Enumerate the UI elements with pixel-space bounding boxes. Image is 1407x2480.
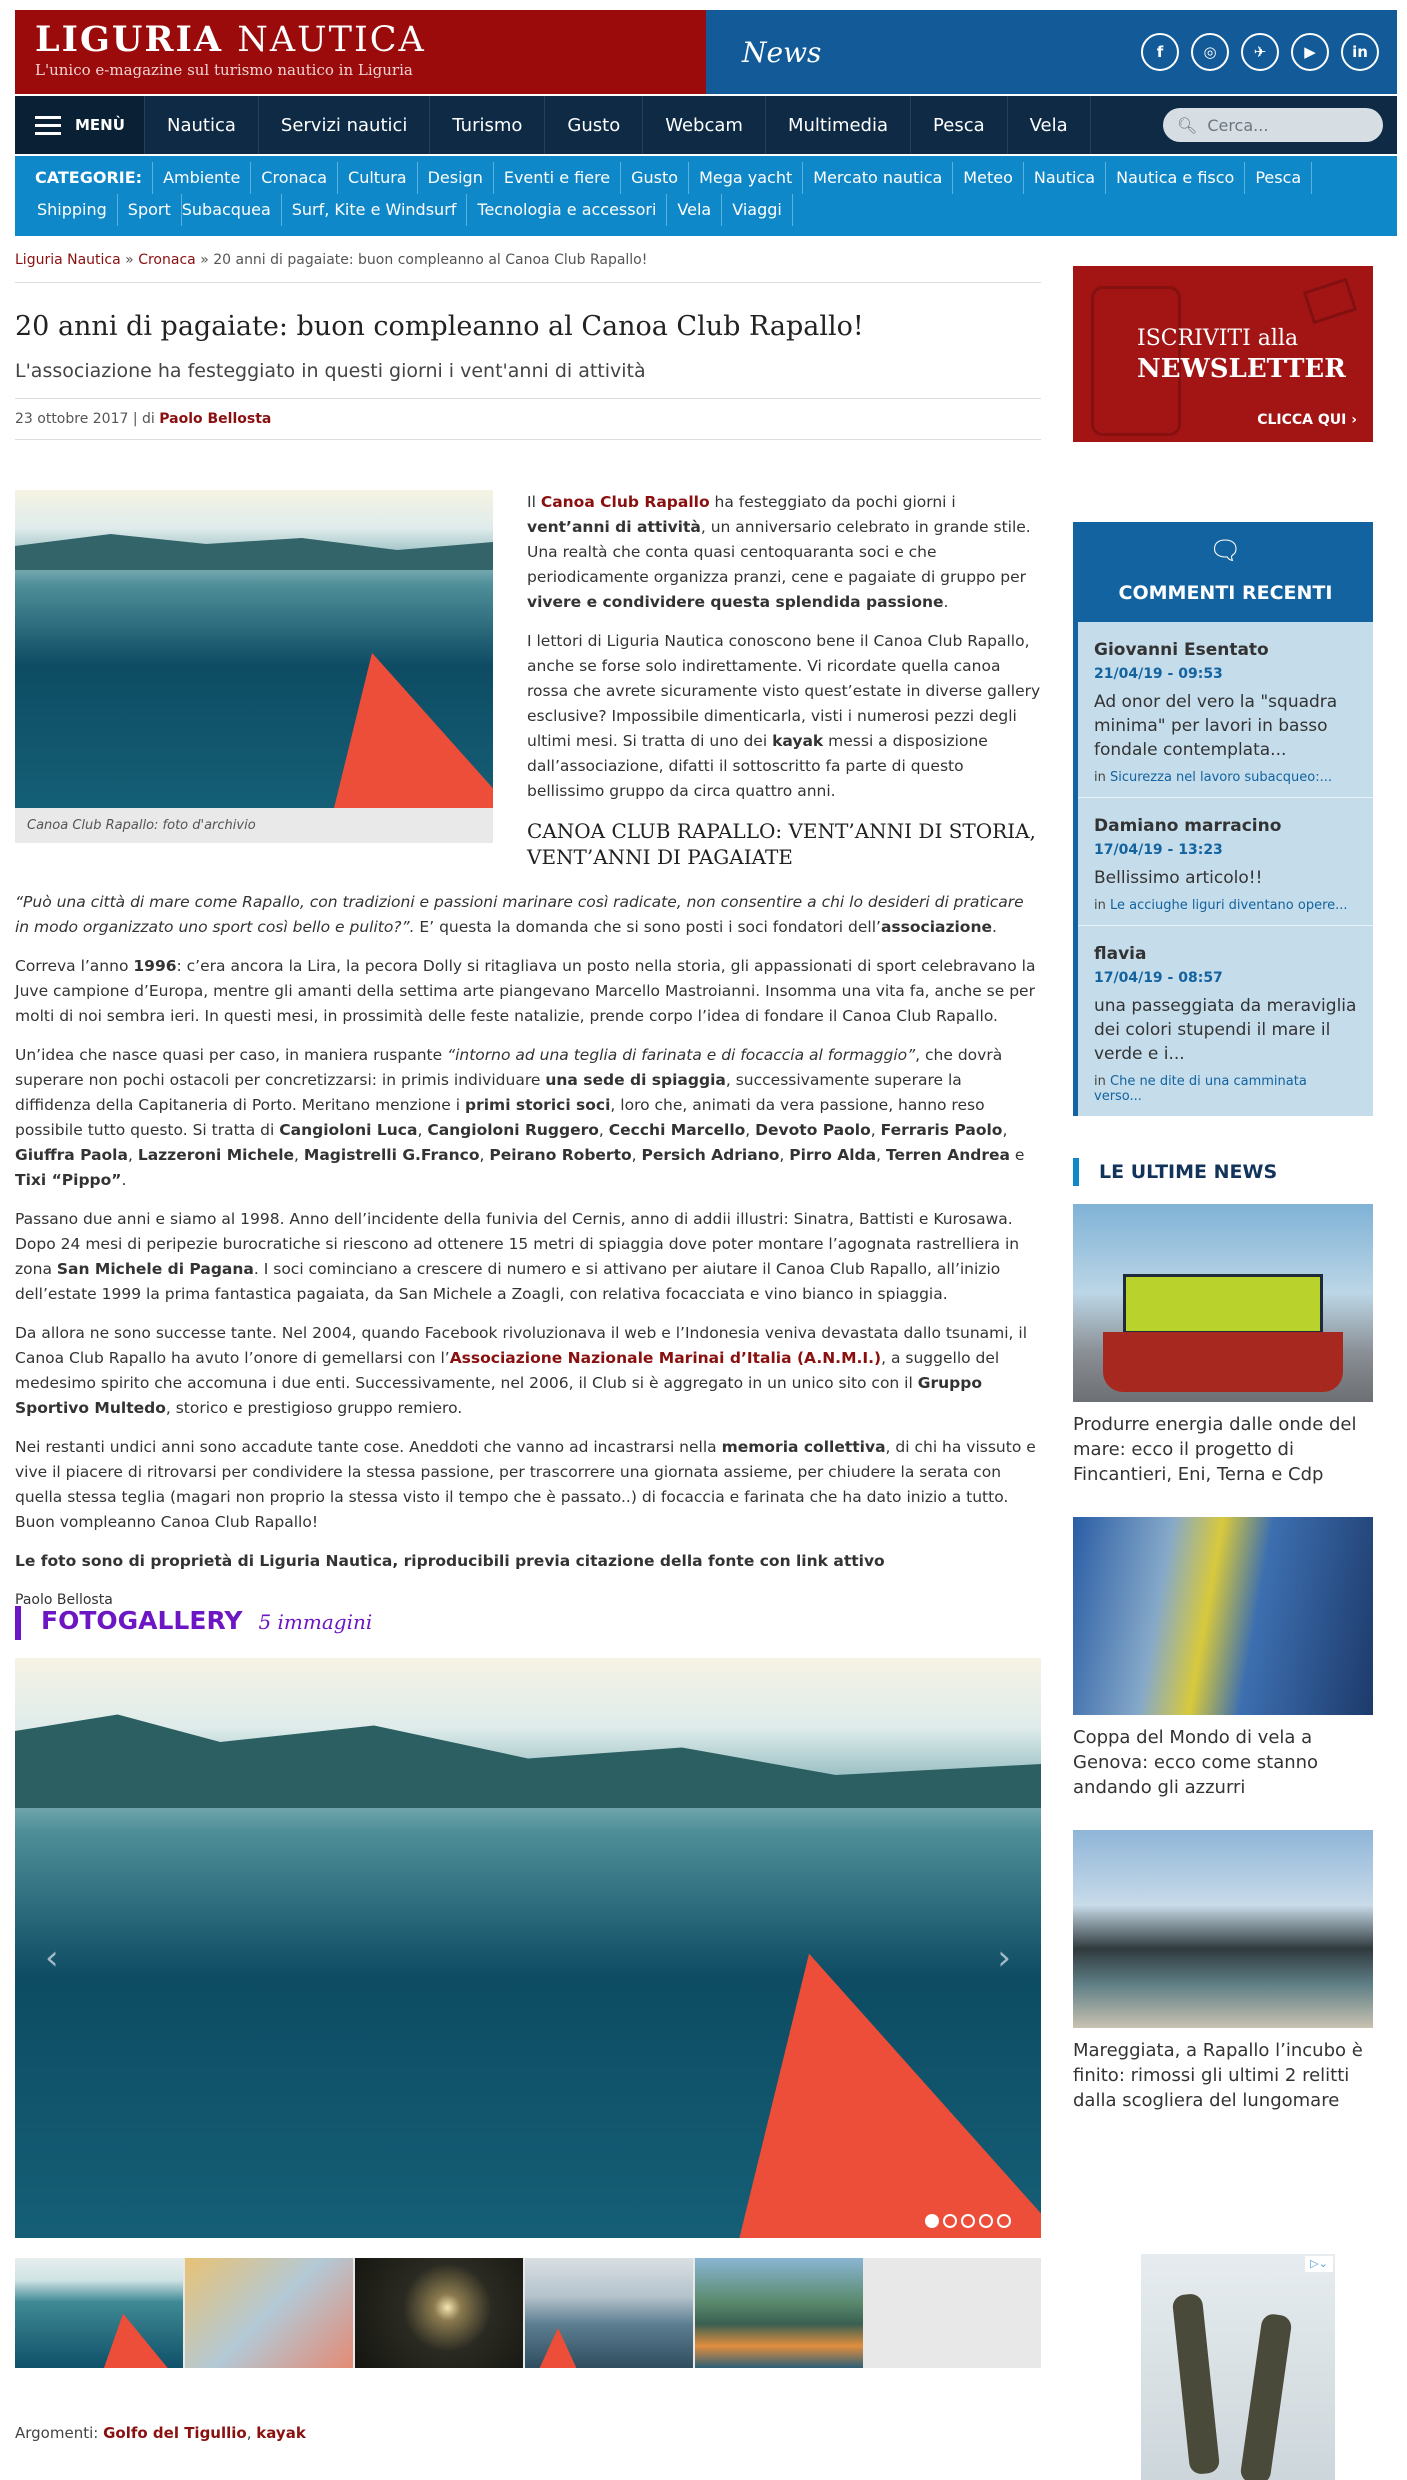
category-link[interactable]: Ambiente [153,162,251,194]
paragraph: Correva l’anno 1996: c’era ancora la Lira, la pecora Dolly si ritagliava un posto nella storia, gli appassionati di sport celebravano la Juve campione d’Europa, mentre gli amanti della settima arte piangevano Marcello Mastroianni. Insomma una vita fa, anche se per molti di noi sembra ieri. In questi mesi, in prossimità delle feste natalizie, prende corpo l’idea di fondare il Canoa Club Rapallo. [15,957,1036,1025]
news-title[interactable]: Coppa del Mondo di vela a Genova: ecco come stanno andando gli azzurri [1073,1727,1319,1798]
comment-post-link[interactable]: Le acciughe liguri diventano opere... [1110,898,1348,913]
gallery-thumbnail[interactable] [15,2258,183,2368]
twitter-icon[interactable]: ✈ [1241,33,1279,71]
category-link[interactable]: Design [418,162,494,194]
gallery-prev-button[interactable]: ‹ [45,1938,59,1978]
signature: Paolo Bellosta [15,1592,113,1608]
breadcrumb-category[interactable]: Cronaca [138,252,196,268]
breadcrumb-current: 20 anni di pagaiate: buon compleanno al Canoa Club Rapallo! [213,252,648,268]
breadcrumb-sep: » [125,252,134,268]
article-by: | di [132,411,155,427]
sidebar [1073,252,1397,2113]
gallery-thumbnail[interactable] [695,2258,863,2368]
article-title: 20 anni di pagaiate: buon compleanno al Canoa Club Rapallo! [15,311,864,342]
youtube-icon[interactable]: ▶ [1291,33,1329,71]
category-bar [15,156,1397,236]
site-logo[interactable] [15,10,706,94]
news-image[interactable] [1073,1830,1373,2028]
category-link[interactable]: Meteo [953,162,1024,194]
breadcrumb-sep: » [200,252,209,268]
paragraph: Nei restanti undici anni sono accadute tante cose. Aneddoti che vanno ad incastrarsi nella memoria collettiva, di chi ha vissuto e vive il piacere di ritrovarsi per condividere la stessa passione, per trascorrere una giornata assieme, per chiudere la serata con quella stessa teglia (magari non proprio la stessa visto il tempo che è passato..) di focaccia e farinata che ha dato inizio a tutto. Buon vompleanno Canoa Club Rapallo! [15,1438,1036,1531]
categories-label: CATEGORIE: [27,162,153,194]
paragraph: Da allora ne sono successe tante. Nel 2004, quando Facebook rivoluzionava il web e l’Indonesia veniva devastata dallo tsunami, il Canoa Club Rapallo ha avuto l’onore di gemellarsi con l’Associazione Nazionale Marinai d’Italia (A.N.M.I.), a suggello del medesimo spirito che accomuna i due enti. Successivamente, nel 2006, il Club si è aggregato in un unico sito con il Gruppo Sportivo Multedo, storico e prestigioso gruppo remiero. [15,1324,1028,1417]
comment-item[interactable]: Damiano marracino 17/04/19 - 13:23 Bellissimo articolo!! in Le acciughe liguri diventano opere... [1078,798,1373,926]
category-link[interactable]: Viaggi [722,194,793,226]
news-card[interactable] [1073,1204,1373,1487]
article-date: 23 ottobre 2017 [15,411,129,427]
gallery-title: FOTOGALLERY [41,1606,243,1635]
comment-author: Damiano marracino [1094,816,1282,836]
linkedin-icon[interactable]: in [1341,33,1379,71]
comments-header [1078,522,1373,622]
comment-author: flavia [1094,944,1147,964]
comment-item[interactable]: flavia 17/04/19 - 08:57 una passeggiata da meraviglia dei colori stupendi il mare il verde e i... in Che ne dite di una camminata verso... [1094,944,1357,1104]
ad-choices-icon[interactable]: ▷⌄ [1305,2256,1333,2272]
section-label: News [742,35,822,69]
news-card[interactable] [1073,1830,1373,2113]
author-link[interactable]: Paolo Bellosta [159,411,272,427]
breadcrumb [15,252,1041,283]
gallery-dot[interactable] [961,2214,975,2228]
tag-link[interactable]: kayak [256,2424,306,2442]
nav-item-multimedia[interactable]: Multimedia [766,96,911,154]
category-link[interactable]: Subacquea [182,194,282,226]
article-figure [15,490,493,843]
anmi-link[interactable]: Associazione Nazionale Marinai d’Italia (A.N.M.I.) [449,1349,882,1367]
comment-date: 17/04/19 - 13:23 [1094,842,1223,858]
category-link[interactable]: Tecnologia e accessori [467,194,667,226]
tags-label: Argomenti: [15,2424,99,2442]
news-title[interactable]: Mareggiata, a Rapallo l’incubo è finito: rimossi gli ultimi 2 relitti dalla scogliera del lungomare [1073,2040,1363,2111]
article-photo[interactable] [15,490,493,808]
comment-post-link[interactable]: Che ne dite di una camminata verso... [1094,1074,1307,1104]
comment-text: una passeggiata da meraviglia dei colori stupendi il mare il verde e i... [1094,996,1357,1064]
paragraph: Il Canoa Club Rapallo ha festeggiato da pochi giorni i vent’anni di attività, un anniversario celebrato in grande stile. Una realtà che conta quasi centoquaranta soci e che periodicamente organizza pranzi, cene e pagaiate di gruppo per vivere e condividere questa splendida passione. [527,493,1031,611]
news-image[interactable] [1073,1517,1373,1715]
gallery-dot[interactable] [979,2214,993,2228]
recent-comments [1073,522,1373,1116]
nav-item-servizi-nautici[interactable]: Servizi nautici [259,96,431,154]
nav-item-nautica[interactable]: Nautica [145,96,259,154]
latest-news-title: LE ULTIME NEWS [1073,1158,1397,1186]
envelope-icon [1303,278,1357,325]
tag-link[interactable]: Golfo del Tigullio [103,2424,247,2442]
gallery-dots [925,2214,1011,2228]
category-link[interactable]: Pesca [1245,162,1312,194]
article-tags: Argomenti: Golfo del Tigullio, kayak [15,2424,306,2442]
gallery-dot[interactable] [997,2214,1011,2228]
category-link[interactable]: Nautica [1024,162,1106,194]
section-bar [706,10,1397,94]
nav-item-webcam[interactable]: Webcam [643,96,766,154]
comment-text: Bellissimo articolo!! [1094,868,1263,888]
news-card[interactable] [1073,1517,1373,1800]
photo-caption: Canoa Club Rapallo: foto d'archivio [27,818,256,833]
comments-title: COMMENTI RECENTI [1118,582,1333,604]
breadcrumb-home[interactable]: Liguria Nautica [15,252,121,268]
article-meta [15,411,1041,440]
comment-author: Giovanni Esentato [1094,640,1269,660]
gallery-dot[interactable] [925,2214,939,2228]
main-nav [15,96,1397,154]
nav-item-vela[interactable]: Vela [1008,96,1091,154]
gallery-count: 5 immagini [258,1610,373,1634]
newsletter-banner[interactable] [1073,266,1373,442]
news-title[interactable]: Produrre energia dalle onde del mare: ecco il progetto di Fincantieri, Eni, Terna e Cdp [1073,1414,1357,1485]
paragraph: Un’idea che nasce quasi per caso, in maniera ruspante “intorno ad una teglia di farinata e di focaccia al formaggio”, che dovrà superare non pochi ostacoli per concretizzarsi: in primis individuare una sede di spiaggia, successivamente superare la diffidenza della Capitaneria di Porto. Meritano menzione i primi storici soci, loro che, animati da vera passione, hanno reso possibile tutto questo. Si tratta di Cangioloni Luca, Cangioloni Ruggero, Cecchi Marcello, Devoto Paolo, Ferraris Paolo, Giuffra Paola, Lazzeroni Michele, Magistrelli G.Franco, Peirano Roberto, Persich Adriano, Pirro Alda, Terren Andrea e Tixi “Pippo”. [15,1046,1025,1189]
instagram-icon[interactable]: ◎ [1191,33,1229,71]
paragraph: “Può una città di mare come Rapallo, con tradizioni e passioni marinare così radicate, non consentire a chi lo desideri di praticare in modo organizzato uno sport così bello e pulito?”. E’ questa la domanda che si sono posti i soci fondatori dell’associazione. [15,893,1024,936]
menu-button[interactable] [15,96,145,154]
category-link[interactable]: Nautica e fisco [1106,162,1245,194]
newsletter-line2: NEWSLETTER [1137,354,1346,384]
club-link[interactable]: Canoa Club Rapallo [540,493,710,511]
gallery-next-button[interactable]: › [997,1938,1011,1978]
paragraph: I lettori di Liguria Nautica conoscono bene il Canoa Club Rapallo, anche se forse solo indirettamente. Vi ricordate quella canoa rossa che avrete sicuramente visto quest’estate in diverse gallery esclusive? Impossibile dimenticarla, visti i numerosi pezzi degli ultimi mesi. Si tratta di uno dei kayak messi a disposizione dall’associazione, difatti il sottoscritto fa parte di questo bellissimo gruppo da circa quattro anni. [527,632,1041,800]
advertisement[interactable] [1141,2254,1335,2480]
comment-item[interactable]: Giovanni Esentato 21/04/19 - 09:53 Ad onor del vero la "squadra minima" per lavori in basso fondale contemplata... in Sicurezza nel lavoro subacqueo:... [1078,622,1373,798]
nav-item-pesca[interactable]: Pesca [911,96,1008,154]
search-box[interactable] [1163,108,1383,142]
gallery-header [15,1606,372,1640]
category-link[interactable]: Mercato nautica [803,162,953,194]
category-link[interactable]: Cultura [338,162,418,194]
gallery-dot[interactable] [943,2214,957,2228]
category-link[interactable]: Eventi e fiere [494,162,621,194]
nav-item-turismo[interactable]: Turismo [430,96,545,154]
facebook-icon[interactable]: f [1141,33,1179,71]
comment-icon: 🗨︎ [1208,536,1242,566]
category-link[interactable]: Gusto [621,162,689,194]
comment-text: Ad onor del vero la "squadra minima" per lavori in basso fondale contemplata... [1094,692,1338,760]
logo-title-light: NAUTICA [237,20,426,60]
news-image[interactable] [1073,1204,1373,1402]
section-heading: CANOA CLUB RAPALLO: VENT’ANNI DI STORIA, VENT’ANNI DI PAGAIATE [527,819,1036,869]
paragraph: Passano due anni e siamo al 1998. Anno dell’incidente della funivia del Cernis, anno di addii illustri: Sinatra, Battisti e Kurosawa. Dopo 24 mesi di peripezie burocratiche si riescono ad ottenere 15 metri di spiaggia dove poter montare l’agognata rastrelliera in zona San Michele di Pagana. I soci cominciano a crescere di numero e si attivano per aiutare il Canoa Club Rapallo, all’inizio dell’estate 1999 la prima fantastica pagaiata, da San Michele a Zoagli, con relativa focacciata e vino bianco in spiaggia. [15,1210,1020,1303]
comment-date: 17/04/19 - 08:57 [1094,970,1223,986]
copyright-note: Le foto sono di proprietà di Liguria Nautica, riproducibili previa citazione della fonte con link attivo [15,1552,885,1570]
newsletter-line1: ISCRIVITI alla [1137,326,1299,351]
gallery-thumbnails [15,2258,1041,2368]
category-link[interactable]: Surf, Kite e Windsurf [282,194,468,226]
category-link[interactable]: Vela [667,194,722,226]
site-header [15,10,1397,94]
category-link[interactable]: Sport [118,194,182,226]
logo-title-bold: LIGURIA [35,19,224,60]
gallery-thumbnail[interactable] [525,2258,693,2368]
menu-label: MENÙ [75,116,125,134]
search-icon: 🔍︎ [1177,115,1198,135]
category-link[interactable]: Mega yacht [689,162,803,194]
gallery-slide[interactable] [15,1658,1041,2238]
logo-subtitle: L'unico e-magazine sul turismo nautico in Liguria [35,61,413,79]
hamburger-icon [35,116,61,135]
article-column [15,252,1041,2442]
comment-post-link[interactable]: Sicurezza nel lavoro subacqueo:... [1110,770,1333,785]
category-link[interactable]: Cronaca [251,162,338,194]
gallery-thumbnail[interactable] [355,2258,523,2368]
category-link[interactable]: Shipping [27,194,118,226]
comment-date: 21/04/19 - 09:53 [1094,666,1223,682]
search-input[interactable]: Cerca... [1207,115,1269,135]
article-intro [527,490,1041,870]
newsletter-cta[interactable]: CLICCA QUI › [1257,412,1357,428]
nav-item-gusto[interactable]: Gusto [545,96,643,154]
article-subtitle: L'associazione ha festeggiato in questi giorni i vent'anni di attività [15,360,1041,399]
gallery-thumbnail[interactable] [185,2258,353,2368]
article-body [15,890,1041,1627]
